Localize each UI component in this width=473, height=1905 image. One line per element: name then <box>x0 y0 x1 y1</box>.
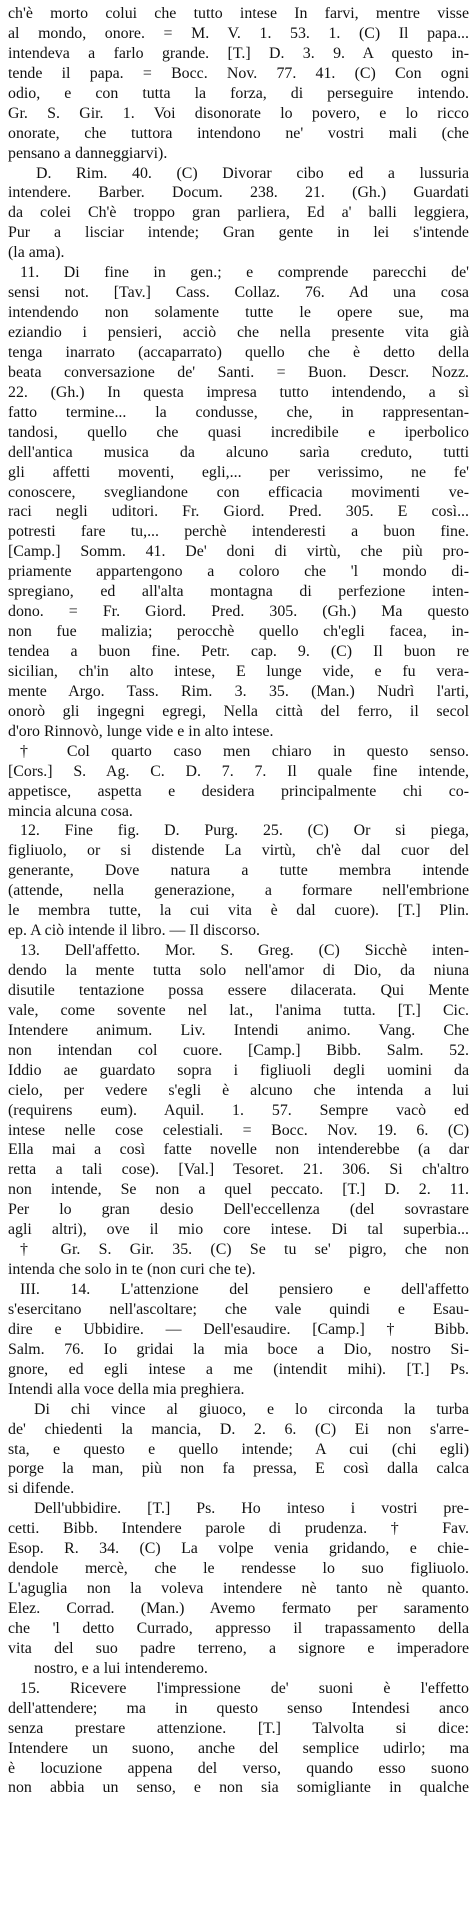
text-line: sta, e questo e quello intende; A cui (chi egli) <box>8 1440 469 1458</box>
text-line: generante, Dove natura a tutte membra intende <box>8 862 469 880</box>
text-line: tandosi, quello che quasi incredibile e iperbolico <box>8 423 469 441</box>
text-line: cielo, per vedere s'egli è alcuno che intenda a lui <box>8 1081 469 1099</box>
text-line: spregiano, ed all'alta montagna di perfezione inten- <box>8 583 469 601</box>
text-line: eziandio i pensieri, acciò che nella presente vita già <box>8 324 469 341</box>
text-line: 12. Fine fig. D. Purg. 25. (C) Or si piega, <box>20 822 469 840</box>
text-line: Per lo gran desio Dell'eccellenza (del sovrastare <box>8 1201 469 1219</box>
text-line: (la ama). <box>8 244 65 262</box>
text-line: raci negli uditori. Fr. Giord. Pred. 305. E così... <box>8 503 469 521</box>
text-line: Gr. S. Gir. 1. Voi disonorate lo povero, e lo ricco <box>8 104 469 122</box>
text-line: d'oro Rinnovò, lunge vide e in alto intese. <box>8 722 274 740</box>
text-line: † Gr. S. Gir. 35. (C) Se tu se' pigro, che non <box>20 1241 469 1259</box>
text-line: gli affetti moventi, egli,... per verissimo, ne fe' <box>8 463 469 481</box>
text-line: tendea a buon fine. Petr. cap. 9. (C) Il buon re <box>8 643 469 660</box>
text-line: Dell'ubbidire. [T.] Ps. Ho inteso i vostri pre- <box>34 1500 469 1518</box>
text-line: figliuolo, or si distende La virtù, ch'è dal cuor del <box>8 842 469 860</box>
text-line: è locuzione appena del verso, quando esso suono <box>8 1759 469 1777</box>
text-line: intendendo non solamente tutte le opere sue, ma <box>8 304 469 322</box>
text-line: disutile tentazione possa essere dilacerata. Qui Mente <box>8 981 469 999</box>
text-line: senza prestare attenzione. [T.] Talvolta si dice: <box>8 1719 469 1737</box>
text-line: che 'l detto Currado, appresso il trapassamento della <box>8 1619 469 1637</box>
text-line: (attende, nella generazione, a formare nell'embrione <box>8 882 469 900</box>
text-line: intendere. Barber. Docum. 238. 21. (Gh.) Guardati <box>8 184 469 202</box>
text-line: Intendere un suono, anche del semplice udirlo; ma <box>8 1739 469 1757</box>
text-line: da colei Ch'è troppo gran parliera, Ed a' balli leggiera, <box>8 204 469 222</box>
text-line: intese nelle cose celestiali. = Bocc. Nov. 19. 6. (C) <box>8 1121 469 1139</box>
text-line: intenda che solo in te (non curi che te). <box>8 1261 256 1279</box>
text-line: sicilian, ch'in alto intese, E lunge vide, e fu vera- <box>8 662 469 680</box>
text-line: Esop. R. 34. (C) La volpe venia gridando, e chie- <box>8 1540 469 1558</box>
text-line: non fue malizia; perocchè quello ch'egli facea, in- <box>8 623 469 641</box>
text-line: (requirens eum). Aquil. 1. 57. Sempre vacò ed <box>8 1101 469 1119</box>
text-line: ch'è morto colui che tutto intese In farvi, mentre visse <box>8 5 469 22</box>
text-line: tende il papa. = Bocc. Nov. 77. 41. (C) Con ogni <box>8 64 469 82</box>
text-line: † Col quarto caso men chiaro in questo senso. <box>20 742 469 760</box>
text-line: nostro, e a lui intenderemo. <box>34 1659 208 1677</box>
text-line: si difende. <box>8 1480 75 1498</box>
text-line: dell'attendere; ma in questo senso Intendesi anco <box>8 1699 469 1717</box>
text-line: conoscere, svegliandone con efficacia movimenti ve- <box>8 483 469 501</box>
text-line: cetti. Bibb. Intendere parole di prudenza. † Fav. <box>8 1520 469 1538</box>
text-line: 13. Dell'affetto. Mor. S. Greg. (C) Sicchè inten- <box>20 942 469 960</box>
text-line: de' chiedenti la mancia, D. 2. 6. (C) Ei non s'arre- <box>8 1420 469 1438</box>
text-line: intendeva a farlo grande. [T.] D. 3. 9. A questo in- <box>8 44 469 62</box>
text-line: Intendere animum. Liv. Intendi animo. Vang. Che <box>8 1021 469 1039</box>
text-line: porge la man, più non fa pressa, E così dalla calca <box>8 1460 469 1478</box>
text-line: ep. A ciò intende il libro. — Il discorso. <box>8 922 261 940</box>
text-line: priamente appartengono a coloro che 'l mondo di- <box>8 563 469 581</box>
text-line: [Camp.] Somm. 41. De' doni di virtù, che più pro- <box>8 543 469 561</box>
text-line: beata conversazione de' Santi. = Buon. Descr. Nozz. <box>8 363 469 381</box>
text-line: III. 14. L'attenzione del pensiero e dell'affetto <box>20 1281 469 1298</box>
text-line: mincia alcuna cosa. <box>8 802 133 820</box>
text-line: Iddio ae guardato sopra i figliuoli degli uomini da <box>8 1061 469 1079</box>
text-line: retta a tali cose). [Val.] Tesoret. 21. 306. Si ch'altro <box>8 1161 469 1179</box>
text-line: tenga inarrato (accaparrato) quello che è detto della <box>8 343 469 361</box>
text-line: non intende, Se non a quel peccato. [T.] D. 2. 11. <box>8 1181 469 1199</box>
text-line: [Cors.] S. Ag. C. D. 7. 7. Il quale fine intende, <box>8 762 469 780</box>
text-line: L'aguglia non la voleva intendere nè tanto nè quanto. <box>8 1580 469 1598</box>
text-line: vita del suo padre terreno, a signore e imperadore <box>8 1639 469 1657</box>
text-line: pensano a danneggiarvi). <box>8 144 168 162</box>
text-line: 15. Ricevere l'impressione de' suoni è l'effetto <box>20 1679 469 1697</box>
text-line: dell'antica musica da alcuno sarìa creduto, tutti <box>8 443 469 461</box>
text-line: onorate, che tuttora intendono ne' vostri mali (che <box>8 124 469 142</box>
text-line: potresti fare tu,... perchè intenderesti a buon fine. <box>8 523 469 541</box>
text-line: le membra tutte, la cui vita è dal cuore). [T.] Plin. <box>8 902 469 920</box>
text-line: odio, e con tutta la forza, di perseguire intendo. <box>8 84 469 102</box>
text-line: appetisce, aspetta e desidera principalmente chi co- <box>8 782 469 800</box>
text-line: dendo la mente tutta solo nell'amor di Dio, da niuna <box>8 962 469 979</box>
text-line: sensi not. [Tav.] Cass. Collaz. 76. Ad una cosa <box>8 284 469 302</box>
text-line: agli altri), ove il mio core intese. Di tal superbia... <box>8 1221 469 1239</box>
text-line: dire e Ubbidire. — Dell'esaudire. [Camp.] † Bibb. <box>8 1320 469 1338</box>
text-line: Pur a lisciar intende; Gran gente in lei s'intende <box>8 224 469 242</box>
text-line: Salm. 76. Io gridai la mia boce a Dio, nostro Si- <box>8 1340 469 1358</box>
text-line: dono. = Fr. Giord. Pred. 305. (Gh.) Ma questo <box>8 603 469 621</box>
text-line: Elez. Corrad. (Man.) Avemo fermato per saramento <box>8 1600 469 1617</box>
text-line: Ella mai a così fatte novelle non intenderebbe (a dar <box>8 1141 469 1159</box>
text-line: D. Rim. 40. (C) Divorar cibo ed a lussuria <box>36 164 469 182</box>
text-line: Intendi alla voce della mia preghiera. <box>8 1380 245 1398</box>
text-line: al mondo, onore. = M. V. 1. 53. 1. (C) Il papa... <box>8 24 469 42</box>
text-line: gnore, ed egli intese a me (intendit mihi). [T.] Ps. <box>8 1360 469 1378</box>
text-line: mente Argo. Tass. Rim. 3. 35. (Man.) Nudrì l'arti, <box>8 682 469 700</box>
text-line: non abbia un senso, e non sia somigliante in qualche <box>8 1779 469 1797</box>
text-line: s'esercitano nell'ascoltare; che vale quindi e Esau- <box>8 1300 469 1318</box>
text-line: non intendan col cuore. [Camp.] Bibb. Salm. 52. <box>8 1041 469 1059</box>
text-line: 11. Di fine in gen.; e comprende parecchi de' <box>20 264 469 282</box>
text-line: dendole mercè, che le rendesse lo suo figliuolo. <box>8 1560 469 1578</box>
text-line: 22. (Gh.) In questa impresa tutto intendendo, a sì <box>8 383 469 401</box>
text-line: onorò gli ingegni egregi, Nella città del ferro, il secol <box>8 702 469 720</box>
text-line: Di chi vince al giuoco, e lo circonda la turba <box>34 1400 469 1418</box>
text-line: vale, come sovente nel lat., l'anima tutta. [T.] Cic. <box>8 1001 469 1019</box>
text-line: fatto termine... la condusse, che, in rappresentan- <box>8 403 469 421</box>
